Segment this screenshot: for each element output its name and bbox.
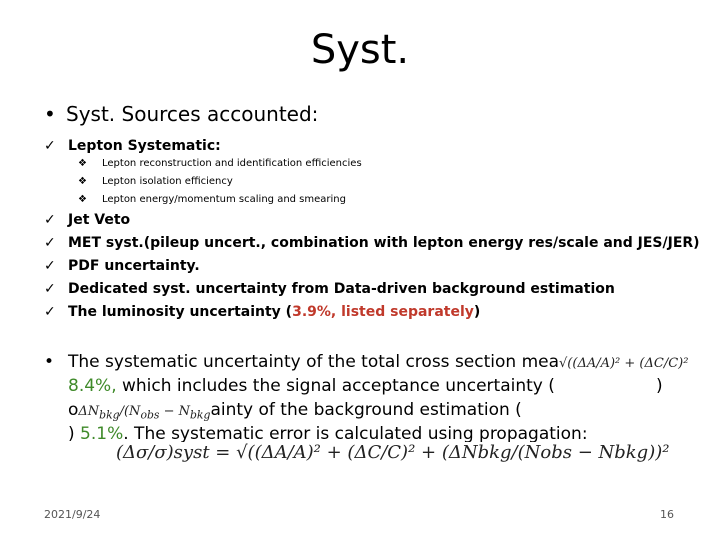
syst-item bbox=[44, 234, 700, 253]
main-bullet-text: Syst. Sources accounted: bbox=[66, 102, 319, 126]
para-line-3-prefix: o bbox=[68, 400, 79, 420]
para-line-3-text: ainty of the background estimation ( bbox=[210, 400, 522, 420]
bullet-dot-icon: • bbox=[44, 352, 55, 372]
para-line-1-text: The systematic uncertainty of the total cross section mea bbox=[68, 352, 560, 372]
para-line-1 bbox=[68, 350, 688, 376]
syst-item bbox=[44, 257, 200, 276]
slide-title: Syst. bbox=[310, 27, 410, 73]
check-icon: ✓ bbox=[44, 212, 56, 228]
lepton-subitem bbox=[78, 156, 362, 172]
footer-page-number: 16 bbox=[660, 508, 674, 521]
check-icon: ✓ bbox=[44, 304, 56, 320]
para-bullet bbox=[44, 350, 66, 374]
lepton-header-row bbox=[44, 137, 221, 156]
para-line-1-formula: √((ΔA/A)² + (ΔC/C)² bbox=[559, 356, 689, 371]
para-line-4-text: . The systematic error is calculated using propagation: bbox=[123, 424, 588, 442]
lepton-subitem bbox=[78, 192, 346, 208]
lepton-subitem bbox=[78, 174, 233, 190]
lumi-suffix: ) bbox=[473, 304, 481, 320]
para-line-2-value: 8.4%, bbox=[68, 376, 117, 396]
lepton-subitem-text: Lepton reconstruction and identification efficiencies bbox=[102, 158, 362, 169]
para-line-2 bbox=[68, 374, 555, 398]
lepton-subitem-text: Lepton energy/momentum scaling and smearing bbox=[102, 194, 346, 205]
lumi-highlight: 3.9%, listed separately bbox=[292, 304, 474, 320]
lepton-header-text: Lepton Systematic: bbox=[68, 138, 221, 154]
syst-item-text: Jet Veto bbox=[68, 212, 131, 228]
diamond-bullet-icon: ❖ bbox=[78, 158, 87, 169]
diamond-bullet-icon: ❖ bbox=[78, 176, 87, 187]
syst-item-text: MET syst.(pileup uncert., combination with lepton energy res/scale and JES/JER) bbox=[68, 235, 700, 251]
check-icon: ✓ bbox=[44, 258, 56, 274]
para-line-2-text: which includes the signal acceptance uncertainty ( bbox=[116, 376, 555, 396]
syst-item-text: PDF uncertainty. bbox=[68, 258, 200, 274]
para-line-2-close: ) bbox=[656, 376, 663, 396]
para-line-4-value: 5.1% bbox=[80, 424, 124, 442]
main-bullet bbox=[44, 100, 318, 128]
check-icon: ✓ bbox=[44, 138, 56, 154]
footer-date: 2021/9/24 bbox=[44, 508, 101, 521]
para-line-3-formula: $\Delta N_{bkg}/(N_{obs} - N_{bkg}$ bbox=[78, 404, 211, 422]
para-line-4 bbox=[68, 422, 588, 442]
syst-item-text: Dedicated syst. uncertainty from Data-driven background estimation bbox=[68, 281, 615, 297]
lumi-item bbox=[44, 303, 480, 322]
syst-formula: (Δσ/σ)syst = √((ΔA/A)² + (ΔC/C)² + (ΔNbkg/(Nobs − Nbkg))² bbox=[116, 442, 670, 463]
syst-item bbox=[44, 211, 130, 230]
check-icon: ✓ bbox=[44, 235, 56, 251]
check-icon: ✓ bbox=[44, 281, 56, 297]
lumi-prefix: The luminosity uncertainty ( bbox=[68, 304, 293, 320]
bullet-dot-icon: • bbox=[44, 102, 56, 126]
diamond-bullet-icon: ❖ bbox=[78, 194, 87, 205]
syst-item bbox=[44, 280, 615, 299]
para-line-4-prefix: ) bbox=[68, 424, 81, 442]
lepton-subitem-text: Lepton isolation efficiency bbox=[102, 176, 233, 187]
